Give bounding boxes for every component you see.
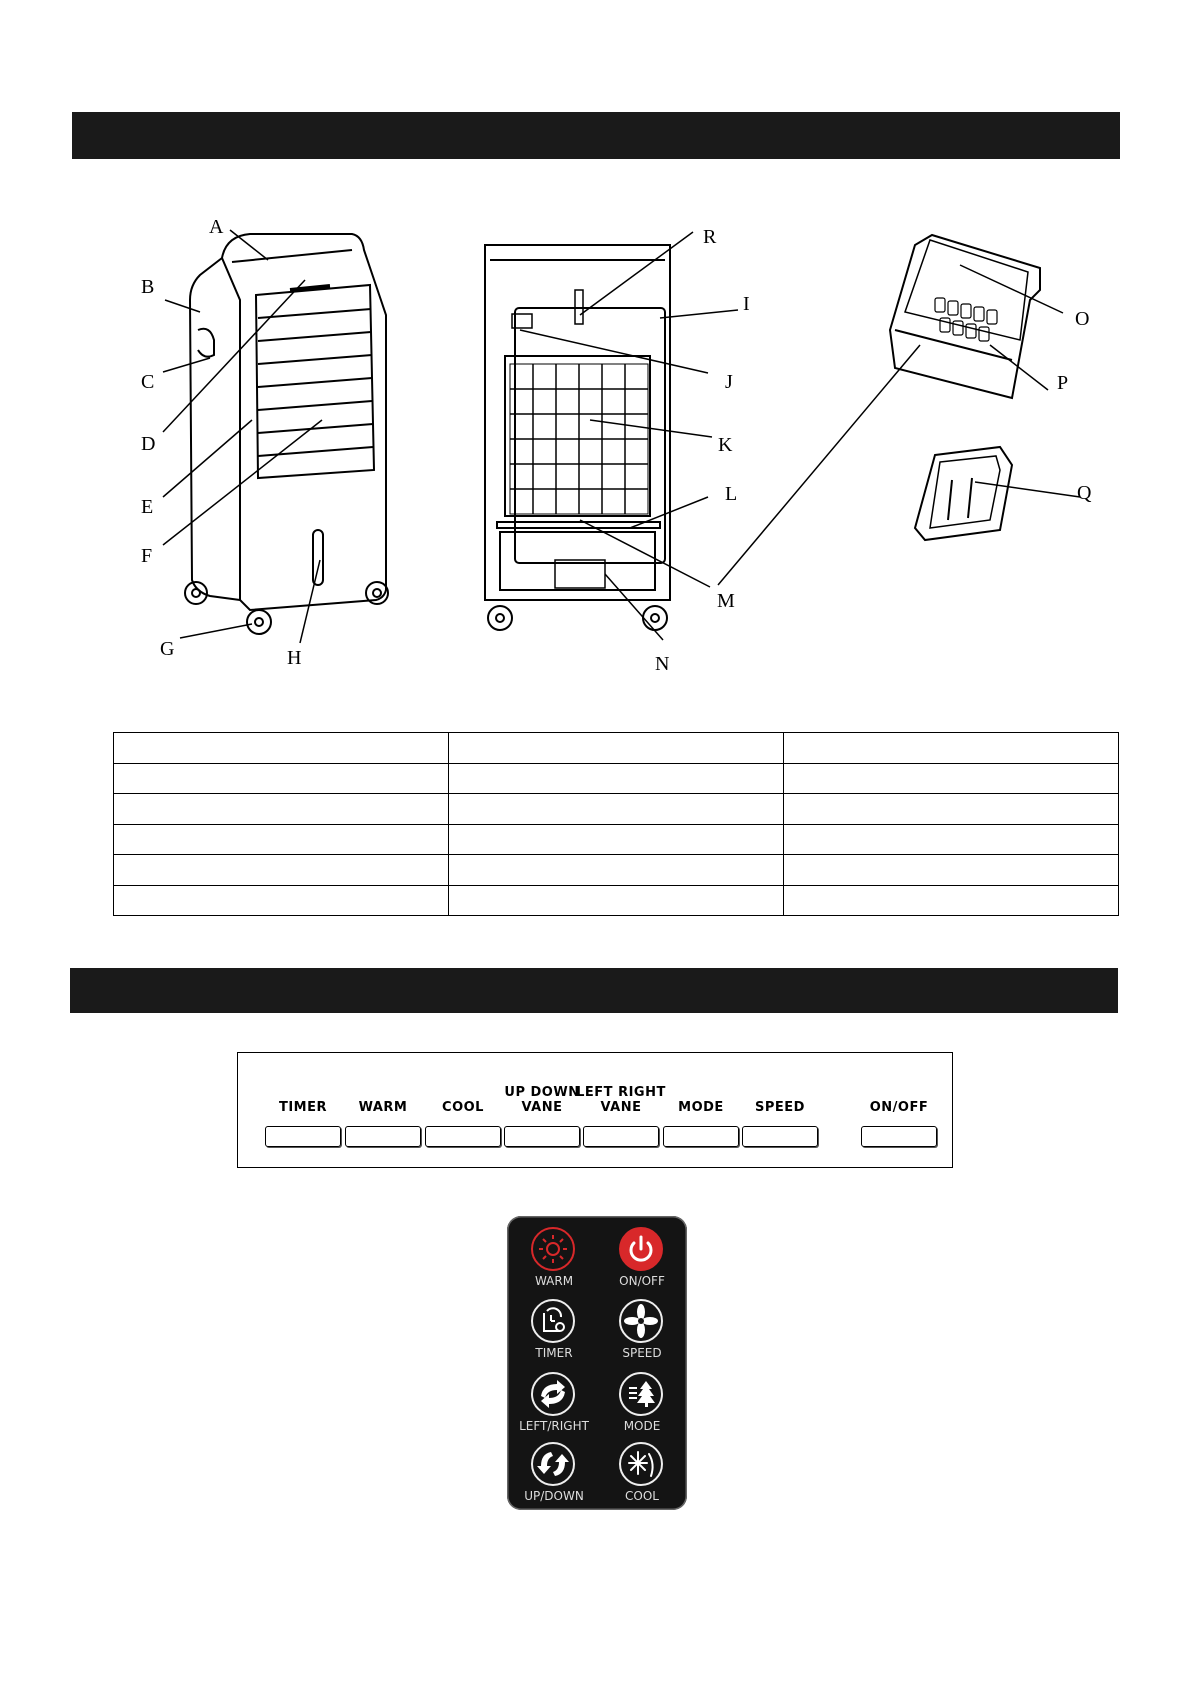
- table-cell: [114, 794, 449, 825]
- panel-key: [663, 1126, 739, 1147]
- remote-control: [507, 1216, 687, 1510]
- remote-button-timer: [509, 1291, 599, 1363]
- table-cell: [449, 763, 784, 794]
- table-row: [114, 763, 1119, 794]
- callout-label: F: [141, 545, 153, 567]
- ice-box-illustration: [915, 447, 1080, 540]
- table-cell: [784, 824, 1119, 855]
- panel-key: [345, 1126, 421, 1147]
- table-cell: [114, 733, 449, 764]
- remote-button-label: COOL: [625, 1489, 659, 1503]
- remote-button-label: UP/DOWN: [524, 1489, 584, 1503]
- remote-button-warm: [509, 1219, 599, 1291]
- table-cell: [114, 763, 449, 794]
- remote-button-cool: [597, 1434, 687, 1506]
- remote-button-up-down: [509, 1434, 599, 1506]
- callout-label: C: [141, 371, 155, 393]
- timer-icon: [533, 1301, 573, 1341]
- table-cell: [114, 855, 449, 886]
- table-cell: [784, 733, 1119, 764]
- table-cell: [114, 824, 449, 855]
- callout-label: I: [743, 293, 750, 315]
- table-row: [114, 885, 1119, 916]
- fan-icon: [621, 1301, 661, 1341]
- swing-vertical-icon: [533, 1444, 573, 1484]
- panel-key: [861, 1126, 937, 1147]
- power-icon: [621, 1229, 661, 1269]
- table-cell: [449, 824, 784, 855]
- panel-button-label: COOL: [442, 1100, 484, 1115]
- table-row: [114, 794, 1119, 825]
- table-cell: [449, 794, 784, 825]
- panel-button-label: MODE: [678, 1100, 724, 1115]
- water-tank-illustration: [718, 235, 1063, 585]
- table-cell: [449, 855, 784, 886]
- remote-button-label: TIMER: [535, 1346, 573, 1360]
- panel-key: [265, 1126, 341, 1147]
- remote-button-label: MODE: [623, 1419, 661, 1433]
- callout-label: K: [718, 434, 733, 456]
- callout-label: M: [717, 590, 735, 612]
- callout-label: N: [655, 653, 670, 675]
- sun-icon: [533, 1229, 573, 1269]
- panel-button-label: WARM: [358, 1100, 408, 1115]
- panel-key: [583, 1126, 659, 1147]
- front-unit-illustration: [163, 230, 388, 643]
- table-cell: [114, 885, 449, 916]
- table-row: [114, 733, 1119, 764]
- parts-diagram: [0, 170, 1192, 690]
- callout-label: L: [725, 483, 738, 505]
- table-cell: [784, 855, 1119, 886]
- table-cell: [784, 763, 1119, 794]
- panel-button-label: SPEED: [755, 1100, 805, 1115]
- panel-button-label: UP DOWN VANE: [504, 1085, 580, 1115]
- table-cell: [784, 885, 1119, 916]
- remote-button-on-off: [597, 1219, 687, 1291]
- table-cell: [449, 733, 784, 764]
- section-header-bar-parts: [72, 112, 1120, 159]
- control-panel-diagram: [237, 1052, 953, 1168]
- parts-table: [113, 732, 1119, 916]
- remote-button-label: LEFT/RIGHT: [519, 1419, 589, 1433]
- callout-label: H: [287, 647, 302, 669]
- swing-horizontal-icon: [533, 1374, 573, 1414]
- callout-label: O: [1075, 308, 1090, 330]
- panel-button-label: LEFT RIGHT VANE: [576, 1085, 666, 1115]
- table-cell: [449, 885, 784, 916]
- callout-labels: [141, 216, 1092, 675]
- table-row: [114, 824, 1119, 855]
- callout-label: A: [209, 216, 224, 238]
- rear-unit-illustration: [485, 232, 738, 640]
- tree-wind-icon: [621, 1374, 661, 1414]
- remote-button-mode: [597, 1364, 687, 1436]
- panel-button-label: ON/OFF: [869, 1100, 929, 1115]
- callout-label: D: [141, 433, 156, 455]
- callout-label: P: [1057, 372, 1069, 394]
- callout-label: Q: [1077, 482, 1092, 504]
- remote-button-label: ON/OFF: [619, 1274, 665, 1288]
- callout-label: J: [725, 371, 733, 393]
- callout-label: R: [703, 226, 717, 248]
- callout-label: B: [141, 276, 155, 298]
- panel-key: [425, 1126, 501, 1147]
- remote-button-label: SPEED: [622, 1346, 662, 1360]
- table-cell: [784, 794, 1119, 825]
- remote-button-label: WARM: [534, 1274, 574, 1288]
- panel-key: [504, 1126, 580, 1147]
- section-header-bar-controls: [70, 968, 1118, 1013]
- remote-button-left-right: [509, 1364, 599, 1436]
- table-row: [114, 855, 1119, 886]
- panel-key: [742, 1126, 818, 1147]
- panel-button-label: TIMER: [278, 1100, 328, 1115]
- remote-button-speed: [597, 1291, 687, 1363]
- snowflake-icon: [621, 1444, 661, 1484]
- callout-label: E: [141, 496, 154, 518]
- callout-label: G: [160, 638, 175, 660]
